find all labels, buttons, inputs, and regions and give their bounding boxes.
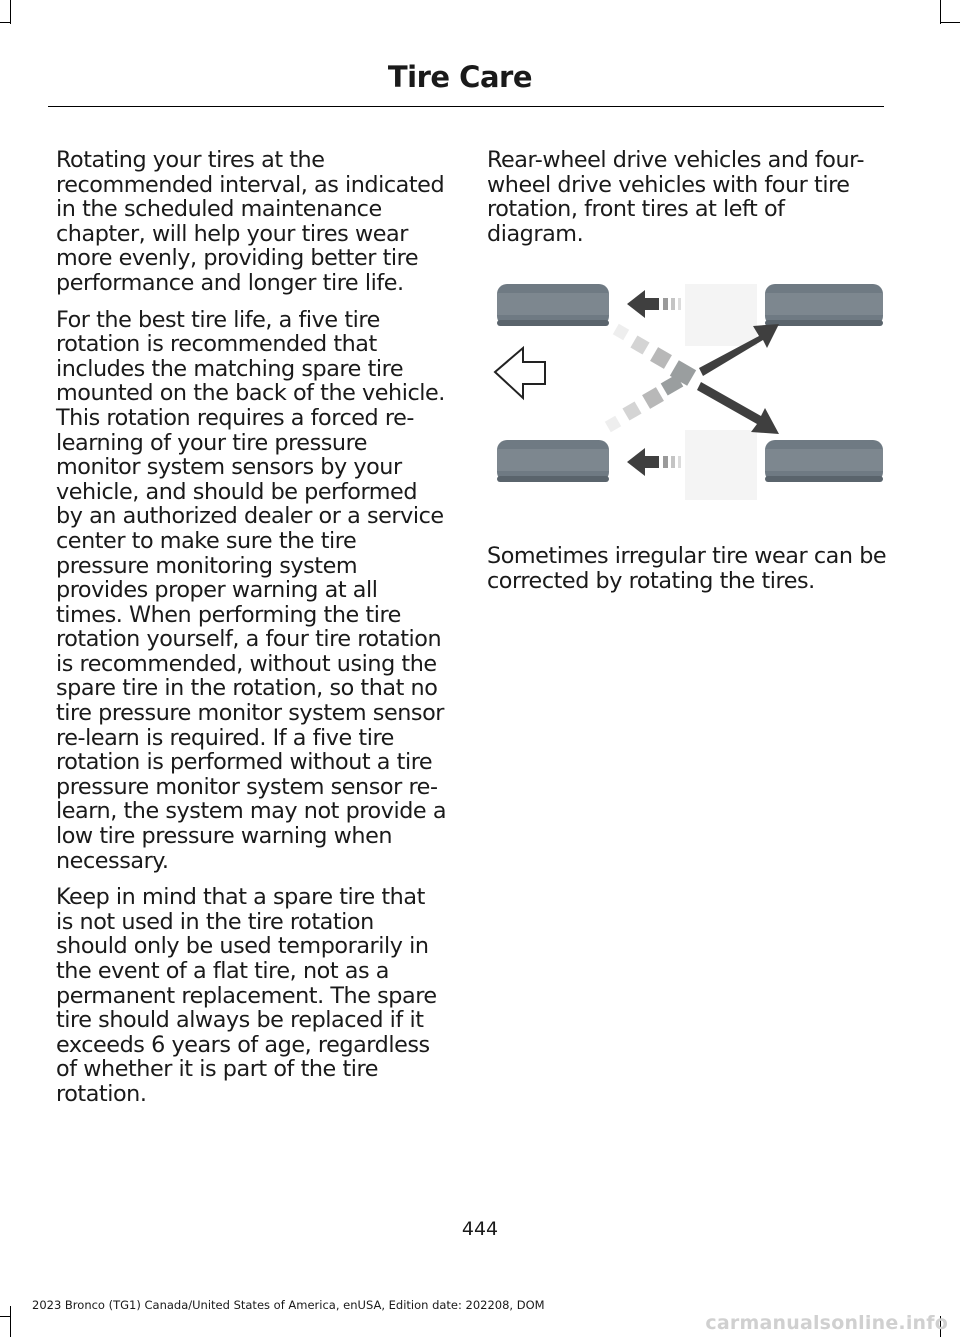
crop-mark [10, 1306, 11, 1337]
tire-icon [765, 284, 883, 326]
paragraph-rotation-interval: Rotating your tires at the recommended interval, as indicated in the scheduled maintenance chapter, will help your tires wear more evenly, providing better tire performance and longer tire life. [56, 147, 445, 296]
rotation-arrow-icon [613, 324, 696, 386]
left-column [56, 148, 448, 1119]
watermark: carmanualsonline.info [705, 1312, 948, 1334]
rotation-arrow-icon [605, 374, 683, 432]
paragraph-irregular-wear: Sometimes irregular tire wear can be corrected by rotating the tires. [487, 543, 887, 594]
right-column [487, 148, 887, 258]
page-number: 444 [461, 1218, 499, 1240]
tire-rotation-diagram [487, 272, 887, 504]
crop-mark [0, 22, 10, 23]
page-title: Tire Care [387, 60, 532, 94]
crop-mark [940, 0, 941, 24]
crop-mark [10, 0, 11, 24]
crop-mark [940, 22, 960, 23]
rotation-arrow-icon [627, 448, 681, 476]
crop-mark [0, 1316, 10, 1317]
tire-icon [765, 440, 883, 482]
paragraph-rear-wheel-drive: Rear-wheel drive vehicles and four-wheel drive vehicles with four tire rotation, front tires at left of diagram. [487, 147, 865, 247]
right-column-lower [487, 544, 887, 605]
header-divider [48, 106, 884, 107]
rotation-arrow-icon [697, 382, 779, 434]
tire-icon [497, 440, 609, 482]
background-panel [685, 430, 757, 500]
forward-direction-arrow-icon [495, 348, 545, 398]
footer-edition: 2023 Bronco (TG1) Canada/United States of America, enUSA, Edition date: 202208, DOM [32, 1298, 545, 1312]
background-panel [685, 284, 757, 346]
paragraph-spare-tire: Keep in mind that a spare tire that is not used in the tire rotation should only be used temporarily in the event of a flat tire, not as a permanent replacement. The spare tire should always be replaced if it exceeds 6 years of age, regardless of whether it is part of the tire rotation. [56, 884, 437, 1107]
paragraph-five-tire-rotation: For the best tire life, a five tire rotation is recommended that includes the matching spare tire mounted on the back of the vehicle. This rotation requires a forced re-learning of your tire pressure monitor system sensors by your vehicle, and should be performed by an authorized dealer or a service center to make sure the tire pressure monitoring system provides proper warning at all times. When performing the tire rotation yourself, a four tire rotation is recommended, without using the spare tire in the rotation, so that no tire pressure monitor system sensor re-learn is required. If a five tire rotation is performed without a tire pressure monitor system sensor re-learn, the system may not provide a low tire pressure warning when necessary. [56, 306, 447, 874]
tire-icon [497, 284, 609, 326]
rotation-arrow-icon [627, 290, 681, 318]
